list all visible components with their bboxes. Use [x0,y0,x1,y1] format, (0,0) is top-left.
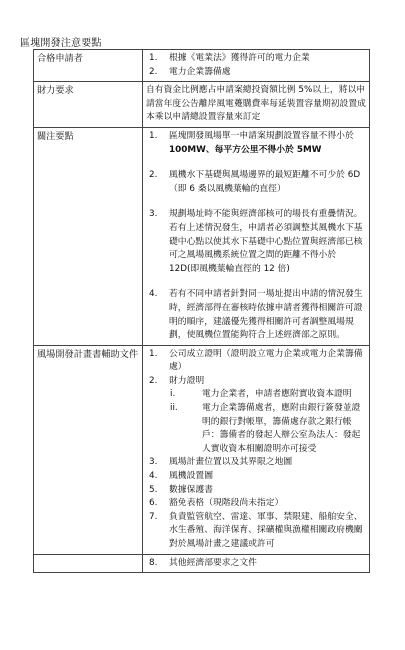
list-item: 2. 財力證明 [149,375,205,386]
row-label: 財力要求 [34,82,143,128]
row-label: 關注要點 [34,127,143,345]
list-item: 4. 若有不同申請者針對同一場址提出申請的情況發生時，經濟部得在審核時依據申請者獲得相關許可證明的順序，建議優先獲得相關許可者調整風場規劃，使風機位置能夠符合上述經濟部之原則。 [149,289,363,341]
row-content [143,50,370,82]
list-item: 4. 風機設置圖 [149,471,213,482]
row-label: 風場開發計畫書輔助文件 [34,345,143,554]
table-row [34,50,370,82]
document-title: 區塊開發注意要點 [20,38,102,49]
table-row [34,554,370,573]
list-item: 1. 公司成立證明（證明設立電力企業或電力企業籌備處） [149,348,363,373]
list-item: 2. 風機水下基礎與風場邊界的最短距離不可少於 6D（即 6 桑以風機葉輪的直徑） [149,170,361,194]
row-label [34,554,143,573]
list-item: 3. 風場計畫位置以及其界限之地圖 [149,457,293,468]
financial-paragraph: 自有資金比例應占申請案總投資額比例 5%以上，將以申請當年度公告離岸風電躉購費率每延裝置容量期初設置成本乘以申請總設置容量來訂定 [146,85,366,123]
row-content [143,127,370,345]
list-item: 3. 規劃場址時不能與經濟部核可的場長有重疊情況。若有上述情況發生，申請者必須調整其風機水下基礎中心點以使其水下基礎中心點位置與經濟部已核可之風場風機系統位置之間的距離不得小於 12D(即風機葉輪直徑的 12 倍) [149,209,363,274]
table-row [34,82,370,128]
list-subitem: i. 電力企業者，申請者應附實收資本證明 [170,389,352,400]
row-label: 合格申請者 [34,50,143,82]
list-item: 1. 根據《電業法》獲得許可的電力企業 [149,53,310,63]
requirements-table [33,49,370,573]
list-item: 8. 其他經濟部要求之文件 [149,557,257,568]
row-content [143,82,370,128]
row-content [143,345,370,554]
list-item: 7. 負責監管航空、雷達、軍事、禁限建、船舶安全、水生番殖、海洋保育、採礦權與漁權相關政府機關對於風場計畫之建議或許可 [149,511,363,549]
row-content [143,554,370,573]
list-subitem: ii. 電力企業籌備處者，應附由銀行簽發並證明的銀行對帳單，籌備處存款之銀行帳戶：籌備者的發起人辦公室為法人：發起人實收資本相關證明亦可接受 [170,403,361,454]
table-row [34,127,370,345]
list-item: 1. 區塊開發風場單一申請案規劃設置容量不得小於 100MW、每平方公里不得小於 5MW [149,130,354,155]
list-item: 2. 電力企業籌備處 [149,66,231,77]
list-item: 6. 豁免表格（現階段尚未指定） [149,498,284,509]
list-item: 5. 數據保護書 [149,484,213,495]
table-row [34,345,370,554]
